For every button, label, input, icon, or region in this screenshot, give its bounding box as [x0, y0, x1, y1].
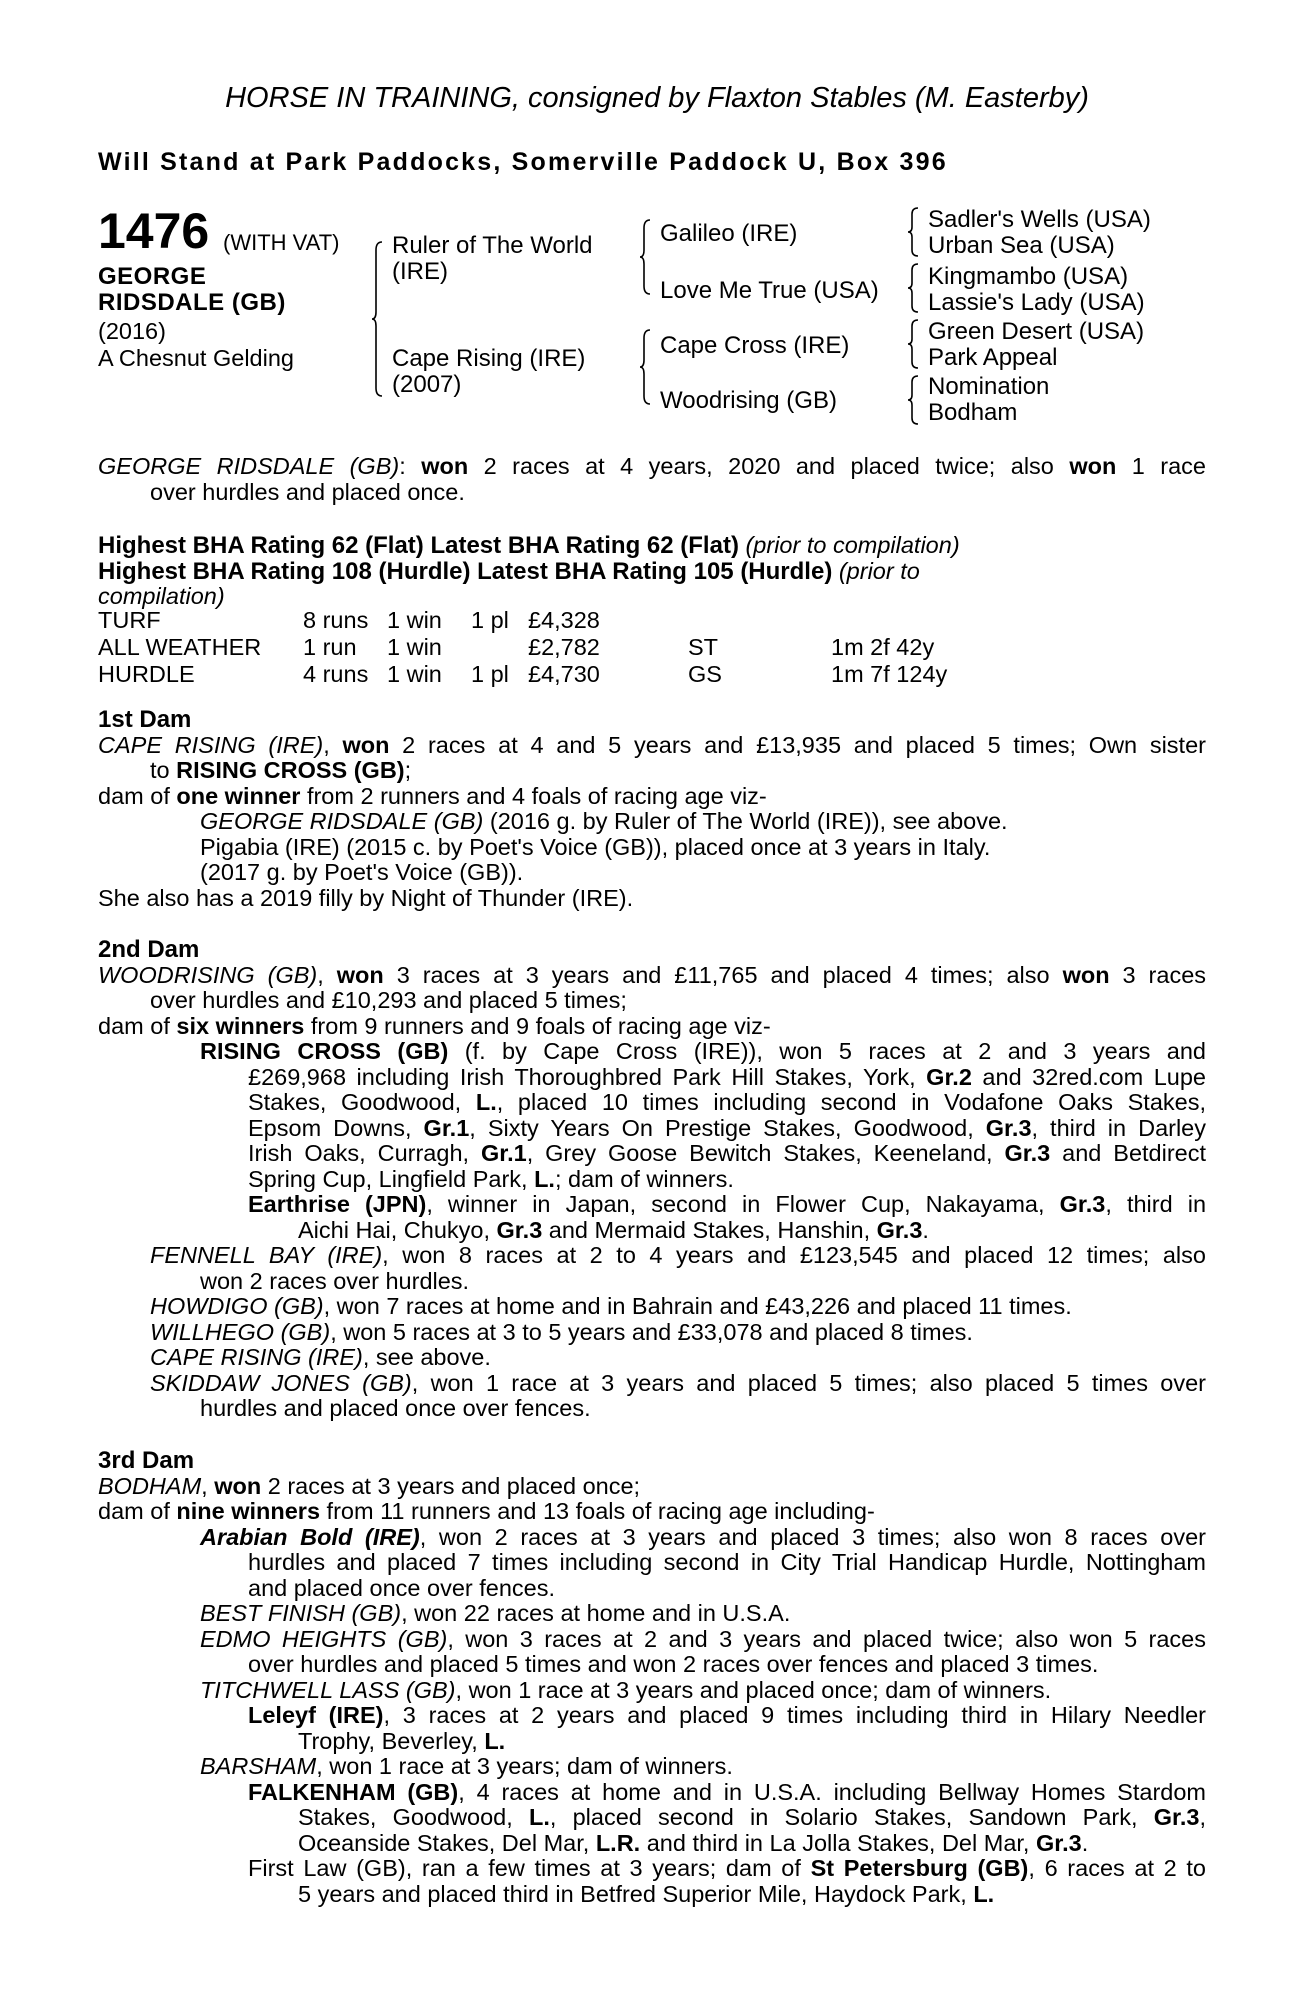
dam1-line: GEORGE RIDSDALE (GB) (2016 g. by Ruler of The World (IRE)), see above.	[200, 808, 1008, 834]
sire-sire: Galileo (IRE)	[660, 220, 798, 247]
g3-ssd: Urban Sea (USA)	[928, 232, 1115, 259]
dam3-line: 5 years and placed third in Betfred Superior Mile, Haydock Park, L.	[298, 1880, 995, 1907]
g3-dds: Nomination	[928, 373, 1050, 400]
dam2-line: SKIDDAW JONES (GB), won 1 race at 3 years and placed 5 times; also placed 5 times over	[150, 1369, 1206, 1396]
horse-name-line2: RIDSDALE (GB)	[98, 289, 286, 316]
dam1-line: CAPE RISING (IRE), won 2 races at 4 and 5 years and £13,935 and placed 5 times; Own sister	[98, 731, 1206, 758]
runs-table	[98, 607, 947, 688]
pedigree-bracket-gen1	[372, 240, 386, 398]
dam2-line: over hurdles and £10,293 and placed 5 times;	[150, 987, 627, 1013]
dam2-line: Irish Oaks, Curragh, Gr.1, Grey Goose Bewitch Stakes, Keeneland, Gr.3 and Betdirect	[248, 1140, 1207, 1166]
table-row: TURF 8 runs 1 win 1 pl £4,328	[98, 607, 600, 633]
dam2-line: WOODRISING (GB), won 3 races at 3 years and £11,765 and placed 4 times; also won 3 races	[98, 961, 1207, 988]
dam3-line: dam of nine winners from 11 runners and 13 foals of racing age including-	[98, 1498, 875, 1524]
dam2-line: dam of six winners from 9 runners and 9 foals of racing age viz-	[98, 1012, 771, 1039]
first-dam-section	[98, 707, 1206, 911]
dam2-line: Spring Cup, Lingfield Park, L.; dam of winners.	[248, 1165, 734, 1192]
dam1-line: dam of one winner from 2 runners and 4 foals of racing age viz-	[98, 782, 767, 809]
dam2-line: FENNELL BAY (IRE), won 8 races at 2 to 4 years and £123,545 and placed 12 times; also	[150, 1242, 1206, 1268]
section-heading: 2nd Dam	[98, 936, 200, 963]
dam2-line: HOWDIGO (GB), won 7 races at home and in Bahrain and £43,226 and placed 11 times.	[150, 1293, 1072, 1319]
g3-sds: Kingmambo (USA)	[928, 263, 1129, 290]
pedigree-sire	[392, 233, 593, 285]
g3-dss: Green Desert (USA)	[928, 318, 1145, 345]
dam3-line: First Law (GB), ran a few times at 3 years; dam of St Petersburg (GB), 6 races at 2 to	[248, 1855, 1207, 1881]
dam3-line: hurdles and placed 7 times including second in City Trial Handicap Hurdle, Nottingham	[248, 1549, 1206, 1575]
pedigree-dam	[392, 346, 585, 398]
dam2-line: Stakes, Goodwood, L., placed 10 times including second in Vodafone Oaks Stakes,	[248, 1089, 1206, 1115]
dam3-line: TITCHWELL LASS (GB), won 1 race at 3 years and placed once; dam of winners.	[200, 1676, 1052, 1703]
dam3-line: FALKENHAM (GB), 4 races at home and in U.S.A. including Bellway Homes Stardom	[248, 1778, 1206, 1805]
pedigree-bracket-g3-2	[908, 262, 922, 316]
lot-number: 1476	[98, 203, 210, 259]
dam2-line: Earthrise (JPN), winner in Japan, second in Flower Cup, Nakayama, Gr.3, third in	[248, 1191, 1207, 1217]
dam3-line: Trophy, Beverley, L.	[298, 1727, 506, 1754]
dam2-line: CAPE RISING (IRE), see above.	[150, 1344, 491, 1370]
dam-sire: Cape Cross (IRE)	[660, 332, 850, 359]
section-heading: 3rd Dam	[98, 1447, 195, 1474]
section-heading: 1st Dam	[98, 706, 192, 733]
dam3-line: Oceanside Stakes, Del Mar, L.R. and third in La Jolla Stakes, Del Mar, Gr.3.	[298, 1829, 1089, 1856]
pedigree-bracket-g3-4	[908, 374, 922, 428]
dam3-line: over hurdles and placed 5 times and won 2 races over fences and placed 3 times.	[248, 1651, 1099, 1677]
table-row: ALL WEATHER 1 run 1 win £2,782 ST 1m 2f 42y	[98, 634, 935, 660]
horse-description: A Chesnut Gelding	[98, 345, 294, 371]
dam3-line: EDMO HEIGHTS (GB), won 3 races at 2 and 3 years and placed twice; also won 5 races	[200, 1625, 1206, 1652]
horse-name	[98, 264, 286, 316]
rating-hurdle: Highest BHA Rating 108 (Hurdle) Latest BHA Rating 105 (Hurdle) (prior to	[98, 557, 920, 585]
horse-year: (2016)	[98, 318, 166, 344]
second-dam-section	[98, 937, 1206, 1422]
horse-name-line1: GEORGE	[98, 263, 207, 290]
sire-origin: (IRE)	[392, 258, 448, 285]
vat-label: (WITH VAT)	[223, 230, 340, 255]
dam-dam: Woodrising (GB)	[660, 387, 837, 414]
page-title: HORSE IN TRAINING, consigned by Flaxton Stables (M. Easterby)	[225, 82, 1089, 114]
summary-line-1: GEORGE RIDSDALE (GB): won 2 races at 4 years, 2020 and placed twice; also won 1 race	[98, 453, 1207, 479]
stand-location: Will Stand at Park Paddocks, Somerville Paddock U, Box 396	[98, 148, 948, 176]
pedigree-bracket-dam	[640, 328, 654, 408]
dam1-line: She also has a 2019 filly by Night of Thunder (IRE).	[98, 884, 634, 911]
dam2-line: hurdles and placed once over fences.	[200, 1395, 591, 1421]
dam2-line: Aichi Hai, Chukyo, Gr.3 and Mermaid Stakes, Hanshin, Gr.3.	[298, 1216, 929, 1243]
dam2-line: £269,968 including Irish Thoroughbred Park Hill Stakes, York, Gr.2 and 32red.com Lupe	[248, 1063, 1206, 1090]
pedigree-bracket-g3-3	[908, 318, 922, 372]
dam2-line: Epsom Downs, Gr.1, Sixty Years On Prestige Stakes, Goodwood, Gr.3, third in Darley	[248, 1114, 1207, 1141]
g3-ddd: Bodham	[928, 399, 1018, 426]
rating-flat: Highest BHA Rating 62 (Flat) Latest BHA Rating 62 (Flat) (prior to compilation)	[98, 532, 960, 559]
dam1-line: Pigabia (IRE) (2015 c. by Poet's Voice (GB)), placed once at 3 years in Italy.	[200, 833, 991, 860]
dam-year: (2007)	[392, 371, 462, 398]
sire-name: Ruler of The World	[392, 232, 593, 259]
dam3-line: Leleyf (IRE), 3 races at 2 years and placed 9 times including third in Hilary Needler	[248, 1702, 1206, 1728]
summary-line-2: over hurdles and placed once.	[150, 478, 465, 505]
dam3-line: BARSHAM, won 1 race at 3 years; dam of winners.	[200, 1753, 733, 1779]
dam-name: Cape Rising (IRE)	[392, 345, 586, 372]
dam3-line: and placed once over fences.	[248, 1574, 556, 1601]
dam1-line: (2017 g. by Poet's Voice (GB)).	[200, 859, 524, 885]
pedigree-bracket-g3-1	[908, 206, 922, 260]
table-row: HURDLE 4 runs 1 win 1 pl £4,730 GS 1m 7f 124y	[98, 661, 948, 687]
third-dam-section	[98, 1448, 1206, 1907]
dam3-line: Stakes, Goodwood, L., placed second in Solario Stakes, Sandown Park, Gr.3,	[298, 1804, 1206, 1830]
g3-sdd: Lassie's Lady (USA)	[928, 289, 1145, 316]
dam1-line: to RISING CROSS (GB);	[150, 757, 412, 783]
sire-dam: Love Me True (USA)	[660, 277, 879, 304]
bha-ratings	[98, 533, 1206, 610]
pedigree-bracket-sire	[640, 218, 654, 298]
dam3-line: Arabian Bold (IRE), won 2 races at 3 years and placed 3 times; also won 8 races over	[200, 1523, 1206, 1550]
rating-note: compilation)	[98, 583, 225, 609]
dam2-line: won 2 races over hurdles.	[200, 1267, 470, 1294]
dam2-line: RISING CROSS (GB) (f. by Cape Cross (IRE)), won 5 races at 2 and 3 years and	[200, 1038, 1207, 1064]
dam2-line: WILLHEGO (GB), won 5 races at 3 to 5 years and £33,078 and placed 8 times.	[150, 1318, 973, 1345]
g3-dsd: Park Appeal	[928, 344, 1058, 371]
g3-sss: Sadler's Wells (USA)	[928, 206, 1151, 233]
dam3-line: BEST FINISH (GB), won 22 races at home and in U.S.A.	[200, 1600, 791, 1626]
dam3-line: BODHAM, won 2 races at 3 years and placed once;	[98, 1472, 641, 1499]
race-summary	[98, 454, 1206, 505]
